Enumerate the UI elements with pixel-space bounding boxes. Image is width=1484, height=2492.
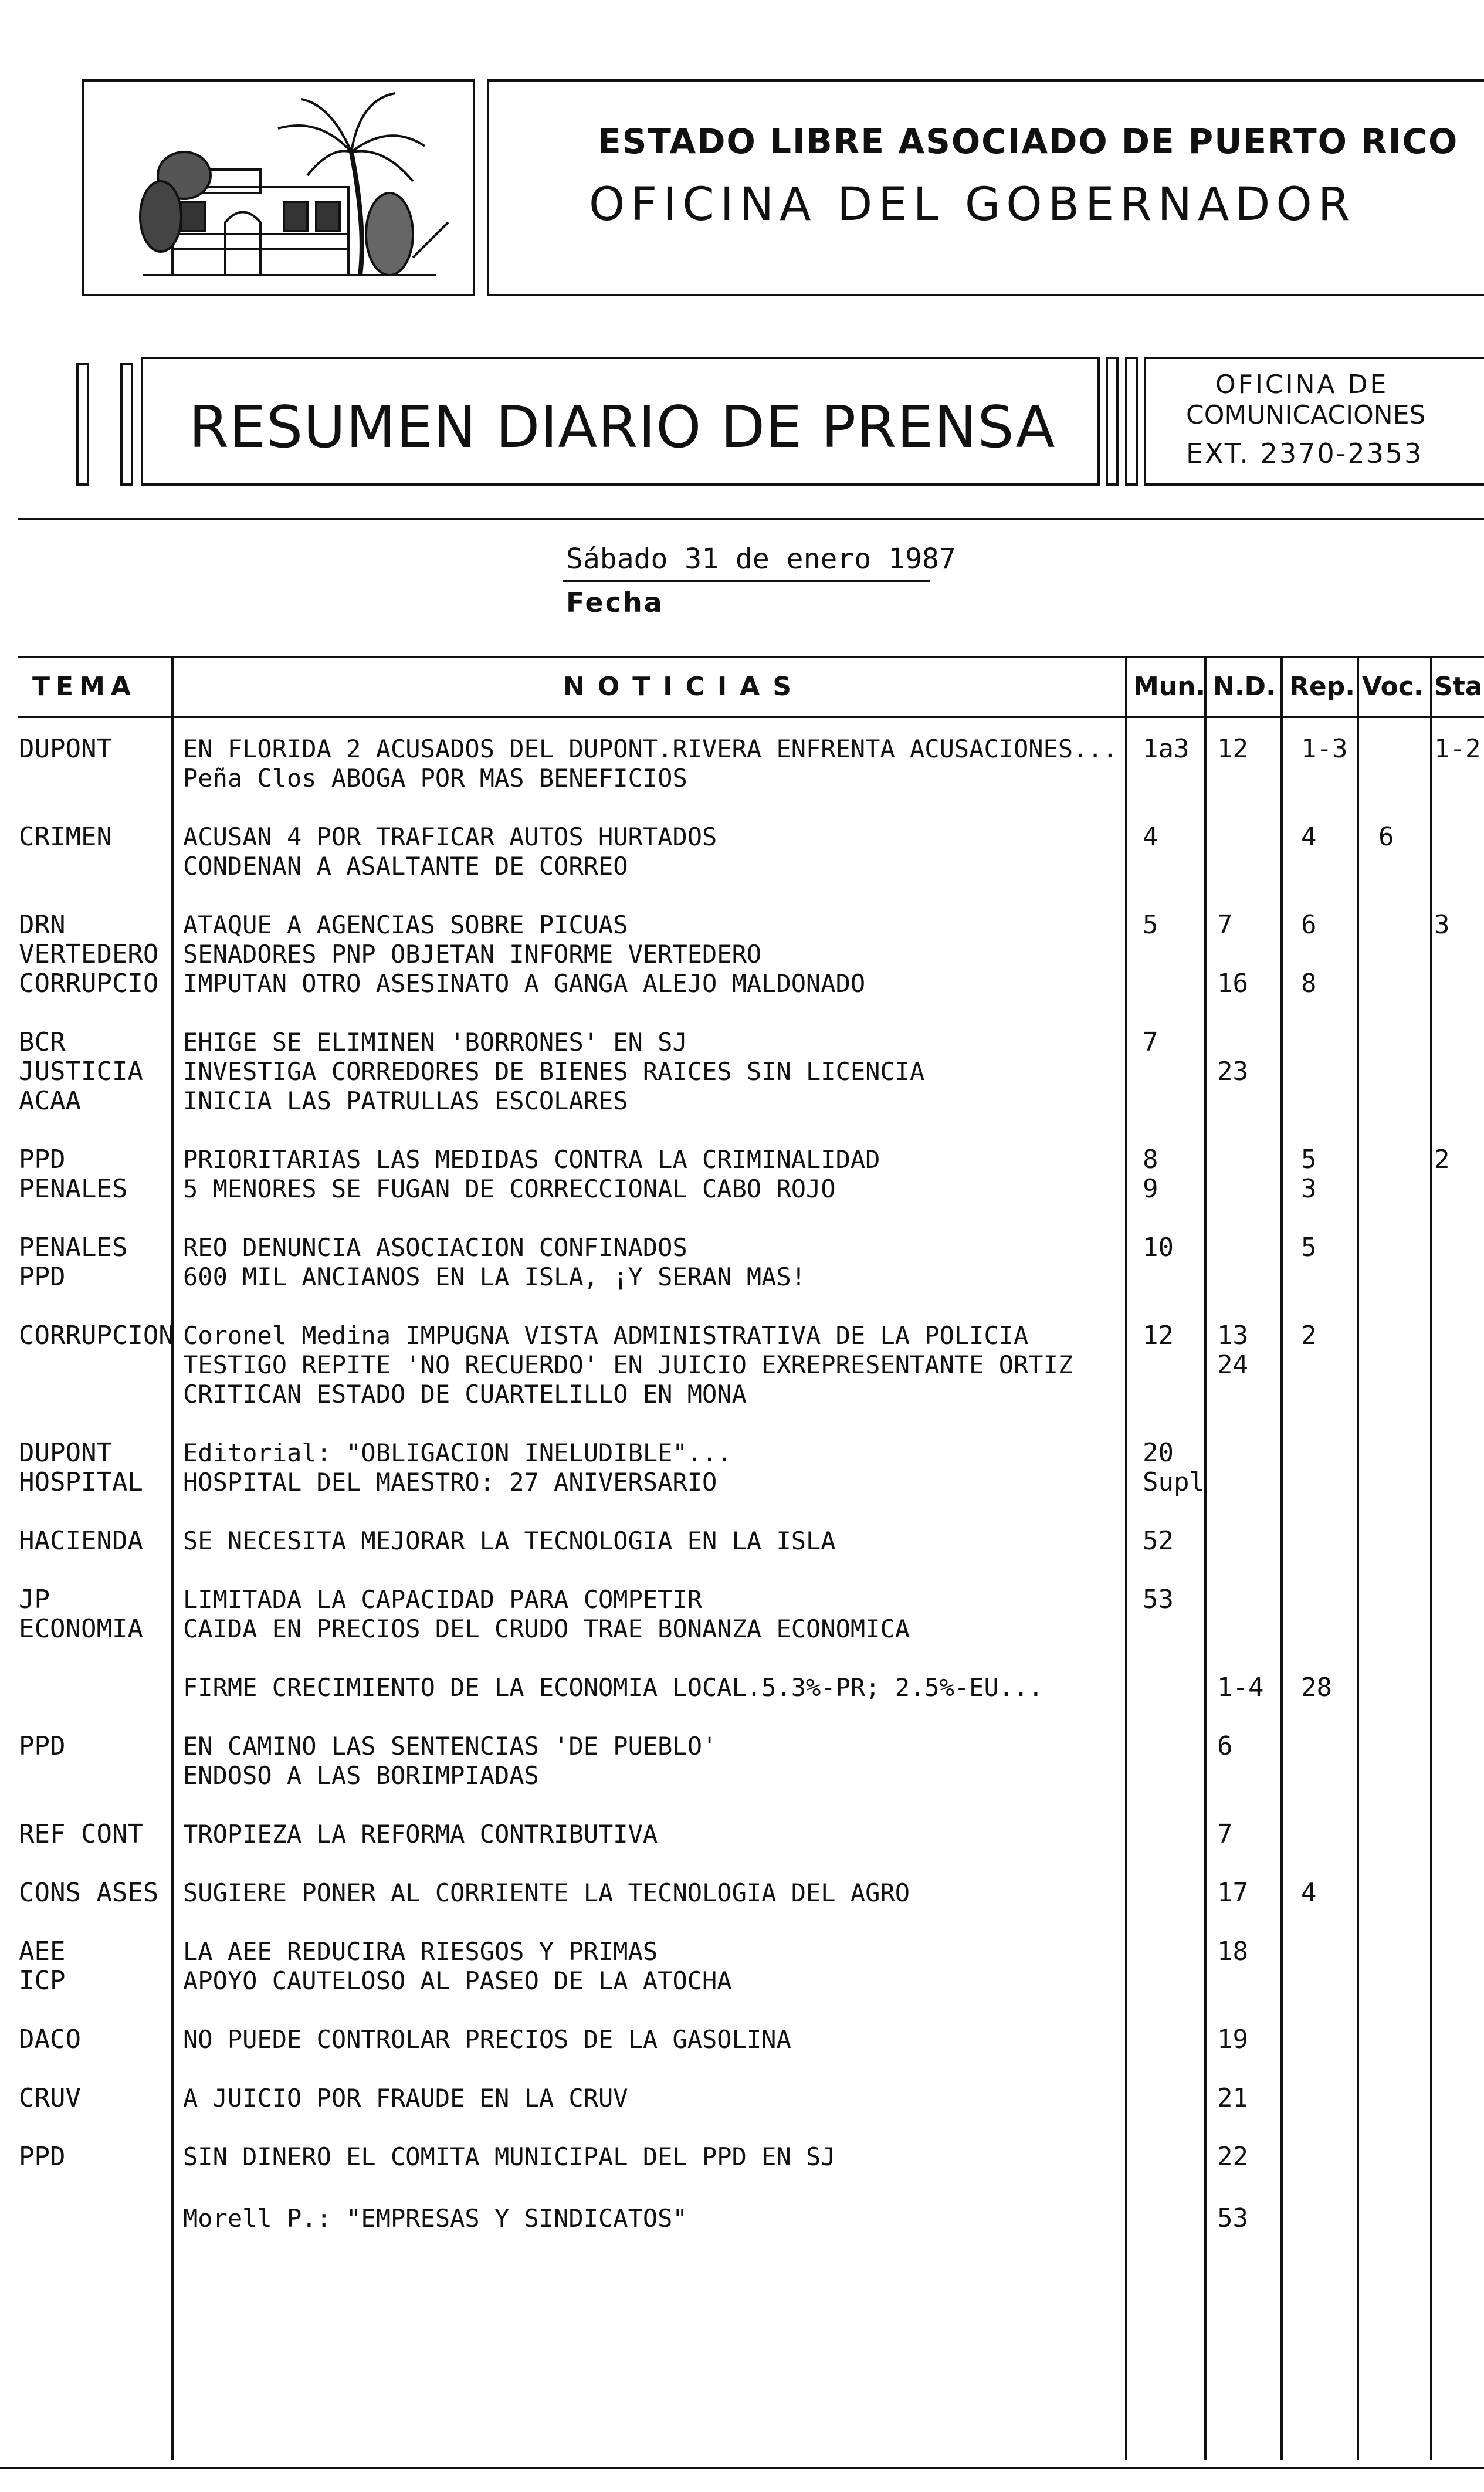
col-header-tema: TEMA	[32, 672, 137, 702]
row-rep: 4	[1301, 822, 1317, 852]
row-nd: 18	[1217, 1936, 1248, 1966]
row-rep: 28	[1301, 1672, 1332, 1702]
col-divider-nd	[1280, 656, 1283, 2460]
row-noticia: HOSPITAL DEL MAESTRO: 27 ANIVERSARIO	[183, 1468, 717, 1496]
col-divider-rep	[1357, 656, 1359, 2460]
office-line2: COMUNICACIONES	[1186, 400, 1426, 430]
row-nd: 1-4	[1217, 1672, 1264, 1702]
row-noticia: SIN DINERO EL COMITA MUNICIPAL DEL PPD EN SJ	[183, 2142, 836, 2171]
col-header-sta: Sta	[1434, 672, 1483, 702]
row-noticia: Peña Clos ABOGA POR MAS BENEFICIOS	[183, 764, 687, 793]
row-nd: 24	[1217, 1350, 1248, 1380]
row-tema: CRUV	[19, 2083, 81, 2113]
row-nd: 19	[1217, 2024, 1248, 2054]
row-tema: ECONOMIA	[19, 1614, 143, 1644]
row-rep: 2	[1301, 1321, 1317, 1350]
row-mun: 8	[1143, 1145, 1158, 1174]
row-tema: BCR	[19, 1027, 66, 1057]
row-rep: 8	[1301, 969, 1317, 998]
row-nd: 23	[1217, 1057, 1248, 1086]
row-sta: 2	[1434, 1145, 1450, 1174]
row-noticia: APOYO CAUTELOSO AL PASEO DE LA ATOCHA	[183, 1966, 732, 1995]
table-bottom-rule	[0, 2467, 1484, 2469]
row-tema: DUPONT	[19, 734, 112, 764]
banner-bar-right-2	[1125, 357, 1138, 486]
row-noticia: LA AEE REDUCIRA RIESGOS Y PRIMAS	[183, 1937, 658, 1966]
col-header-nd: N.D.	[1213, 672, 1276, 702]
row-nd: 16	[1217, 969, 1248, 998]
row-nd: 17	[1217, 1878, 1248, 1908]
col-divider-noticias	[1125, 656, 1127, 2460]
row-tema: PPD	[19, 1262, 66, 1292]
row-tema: PPD	[19, 2142, 66, 2172]
row-noticia: REO DENUNCIA ASOCIACION CONFINADOS	[183, 1233, 687, 1262]
row-mun: 10	[1143, 1233, 1174, 1262]
row-rep: 4	[1301, 1878, 1317, 1908]
row-noticia: Editorial: "OBLIGACION INELUDIBLE"...	[183, 1438, 732, 1467]
row-noticia: IMPUTAN OTRO ASESINATO A GANGA ALEJO MALDONADO	[183, 969, 866, 998]
row-tema: ACAA	[19, 1086, 81, 1116]
row-tema: VERTEDERO	[19, 939, 159, 969]
row-noticia: CRITICAN ESTADO DE CUARTELILLO EN MONA	[183, 1380, 747, 1408]
row-rep: 5	[1301, 1145, 1317, 1174]
banner-bar-right-1	[1106, 357, 1119, 486]
office-line3: EXT. 2370-2353	[1186, 438, 1424, 469]
row-noticia: TESTIGO REPITE 'NO RECUERDO' EN JUICIO EXREPRESENTANTE ORTIZ	[183, 1350, 1073, 1379]
row-noticia: CONDENAN A ASALTANTE DE CORREO	[183, 852, 628, 881]
row-mun: 12	[1143, 1321, 1174, 1350]
row-noticia: TROPIEZA LA REFORMA CONTRIBUTIVA	[183, 1820, 658, 1848]
row-tema: PPD	[19, 1731, 66, 1761]
row-mun: 4	[1143, 822, 1158, 852]
row-mun: 7	[1143, 1027, 1158, 1057]
row-mun: Supl	[1143, 1467, 1205, 1497]
col-divider-tema	[171, 656, 174, 2460]
row-tema: CRIMEN	[19, 822, 112, 852]
row-noticia: NO PUEDE CONTROLAR PRECIOS DE LA GASOLINA	[183, 2025, 791, 2054]
row-noticia: ENDOSO A LAS BORIMPIADAS	[183, 1761, 539, 1790]
row-rep: 3	[1301, 1174, 1317, 1204]
row-tema: PPD	[19, 1145, 66, 1174]
date-label: Fecha	[566, 587, 664, 618]
row-noticia: ACUSAN 4 POR TRAFICAR AUTOS HURTADOS	[183, 822, 717, 851]
row-rep: 1-3	[1301, 734, 1348, 764]
row-tema: JP	[19, 1584, 50, 1614]
row-nd: 13	[1217, 1321, 1248, 1350]
date-value: Sábado 31 de enero 1987	[566, 543, 956, 575]
office-line1: OFICINA DE	[1215, 370, 1389, 399]
row-nd: 7	[1217, 910, 1233, 940]
col-header-voc: Voc.	[1362, 672, 1424, 702]
logo-box	[82, 79, 475, 296]
row-noticia: LIMITADA LA CAPACIDAD PARA COMPETIR	[183, 1585, 703, 1614]
row-mun: 5	[1143, 910, 1158, 940]
row-noticia: SENADORES PNP OBJETAN INFORME VERTEDERO	[183, 940, 762, 969]
governor-mansion-logo	[84, 82, 473, 294]
row-rep: 5	[1301, 1233, 1317, 1262]
row-sta: 3	[1434, 910, 1450, 940]
row-nd: 22	[1217, 2142, 1248, 2172]
row-mun: 9	[1143, 1174, 1158, 1204]
row-noticia: SE NECESITA MEJORAR LA TECNOLOGIA EN LA ISLA	[183, 1526, 836, 1555]
row-rep: 6	[1301, 910, 1317, 940]
banner-title-box	[141, 357, 1100, 486]
table-header-rule	[18, 716, 1484, 718]
date-underline	[563, 580, 930, 582]
row-nd: 12	[1217, 734, 1248, 764]
col-divider-voc	[1430, 656, 1432, 2460]
table-top-rule	[18, 656, 1484, 658]
banner-title: RESUMEN DIARIO DE PRENSA	[189, 394, 1056, 461]
row-noticia: INICIA LAS PATRULLAS ESCOLARES	[183, 1086, 628, 1115]
row-mun: 20	[1143, 1438, 1174, 1468]
row-tema: DUPONT	[19, 1438, 112, 1468]
row-tema: JUSTICIA	[19, 1057, 143, 1086]
row-tema: PENALES	[19, 1174, 128, 1204]
col-header-noticias: NOTICIAS	[563, 672, 805, 702]
row-tema: ICP	[19, 1966, 66, 1996]
row-noticia: EN CAMINO LAS SENTENCIAS 'DE PUEBLO'	[183, 1732, 717, 1760]
row-noticia: 600 MIL ANCIANOS EN LA ISLA, ¡Y SERAN MAS!	[183, 1262, 807, 1291]
col-header-mun: Mun.	[1133, 672, 1206, 702]
banner-bar-left-1	[76, 363, 89, 486]
header-rule	[18, 518, 1484, 520]
row-tema: AEE	[19, 1936, 66, 1966]
row-nd: 6	[1217, 1731, 1233, 1761]
row-tema: HACIENDA	[19, 1526, 143, 1556]
row-nd: 21	[1217, 2083, 1248, 2113]
header-line1: ESTADO LIBRE ASOCIADO DE PUERTO RICO	[598, 121, 1459, 161]
row-mun: 53	[1143, 1584, 1174, 1614]
row-tema: CORRUPCIO	[19, 969, 159, 998]
row-noticia: EHIGE SE ELIMINEN 'BORRONES' EN SJ	[183, 1028, 687, 1057]
row-tema: DACO	[19, 2024, 81, 2054]
row-noticia: EN FLORIDA 2 ACUSADOS DEL DUPONT.RIVERA ENFRENTA ACUSACIONES...	[183, 734, 1118, 763]
row-voc: 6	[1378, 822, 1394, 852]
row-noticia: INVESTIGA CORREDORES DE BIENES RAICES SIN LICENCIA	[183, 1057, 925, 1086]
row-noticia: FIRME CRECIMIENTO DE LA ECONOMIA LOCAL.5.3%-PR; 2.5%-EU...	[183, 1673, 1043, 1702]
col-header-rep: Rep.	[1289, 672, 1355, 702]
col-divider-mun	[1204, 656, 1207, 2460]
row-tema: PENALES	[19, 1233, 128, 1262]
row-tema: HOSPITAL	[19, 1467, 143, 1497]
row-mun: 1a3	[1143, 734, 1190, 764]
office-box	[1144, 357, 1484, 486]
row-noticia: PRIORITARIAS LAS MEDIDAS CONTRA LA CRIMINALIDAD	[183, 1145, 880, 1174]
row-tema: REF CONT	[19, 1819, 143, 1849]
row-noticia: A JUICIO POR FRAUDE EN LA CRUV	[183, 2084, 628, 2112]
row-noticia: CAIDA EN PRECIOS DEL CRUDO TRAE BONANZA ECONOMICA	[183, 1614, 910, 1643]
row-noticia: Morell P.: "EMPRESAS Y SINDICATOS"	[183, 2204, 687, 2233]
header-title-box	[487, 79, 1484, 296]
row-noticia: ATAQUE A AGENCIAS SOBRE PICUAS	[183, 910, 628, 939]
row-noticia: 5 MENORES SE FUGAN DE CORRECCIONAL CABO ROJO	[183, 1174, 836, 1203]
row-tema: CORRUPCION	[19, 1321, 174, 1350]
row-noticia: SUGIERE PONER AL CORRIENTE LA TECNOLOGIA DEL AGRO	[183, 1878, 910, 1907]
banner-bar-left-2	[120, 363, 133, 486]
row-nd: 7	[1217, 1819, 1233, 1849]
row-tema: CONS ASES	[19, 1878, 159, 1908]
header-line2: OFICINA DEL GOBERNADOR	[589, 178, 1356, 231]
row-sta: 1-2	[1434, 734, 1481, 764]
row-mun: 52	[1143, 1526, 1174, 1556]
row-tema: DRN	[19, 910, 66, 940]
row-nd: 53	[1217, 2203, 1248, 2233]
row-noticia: Coronel Medina IMPUGNA VISTA ADMINISTRATIVA DE LA POLICIA	[183, 1321, 1029, 1350]
